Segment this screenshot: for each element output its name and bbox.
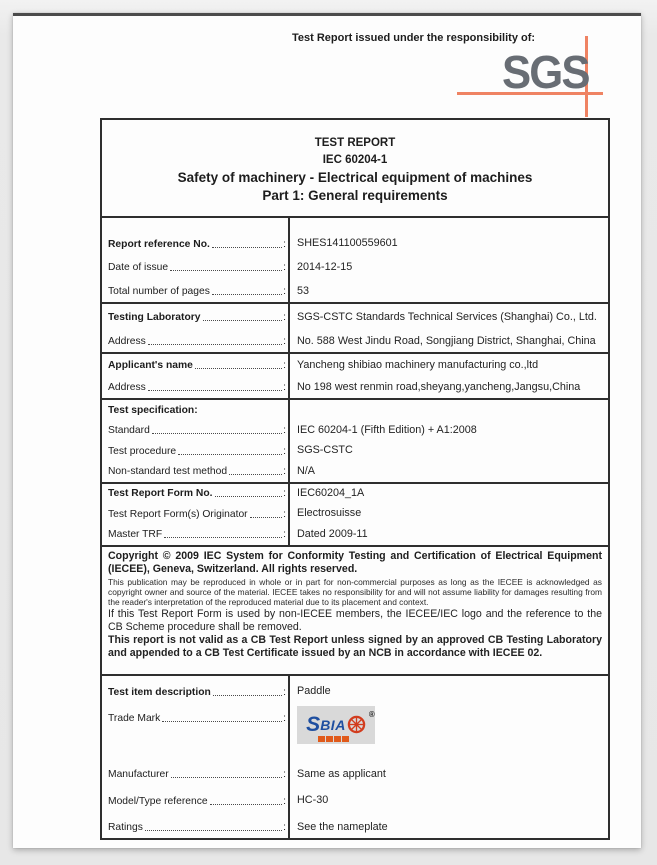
field-row-standard	[102, 421, 608, 442]
field-label-inner	[102, 328, 288, 352]
field-label-cell	[102, 421, 288, 442]
spacer-value-cell	[288, 218, 608, 231]
field-value: IEC60204_1A	[297, 486, 365, 499]
field-value-cell	[288, 441, 608, 462]
field-label: Test Report Form No.	[108, 488, 213, 500]
field-label: Total number of pages	[108, 286, 210, 298]
field-value-cell	[288, 376, 608, 398]
field-label-cell	[102, 231, 288, 255]
field-label-cell	[102, 812, 288, 839]
field-row-total-number-of-pages	[102, 278, 608, 302]
trademark-subtext	[318, 736, 349, 742]
field-label-inner	[102, 421, 288, 442]
leader-dots	[170, 270, 282, 271]
field-label: Testing Laboratory	[108, 312, 201, 323]
field-label: Standard	[108, 425, 150, 436]
field-row-address	[102, 376, 608, 398]
leader-dots	[229, 474, 282, 475]
leader-colon: :	[283, 445, 286, 457]
leader-colon: :	[283, 822, 286, 833]
copyright-note: If this Test Report Form is used by non-IECEE members, the IECEE/IEC logo and the reference to the CB Scheme procedure shall be removed.	[108, 608, 602, 633]
header-note: Test Report issued under the responsibility of:	[292, 32, 536, 44]
field-value-cell	[288, 504, 608, 524]
title-line-3: Safety of machinery - Electrical equipment of machines	[177, 170, 533, 185]
title-line-2: IEC 60204-1	[322, 154, 388, 166]
field-row-test-item-description	[102, 676, 608, 703]
field-value: SGS-CSTC Standards Technical Services (Shanghai) Co., Ltd.	[297, 310, 597, 323]
leader-dots	[213, 695, 282, 696]
field-label: Address	[108, 382, 146, 393]
field-label-inner	[102, 462, 288, 483]
leader-colon: :	[283, 382, 286, 393]
section-testing-laboratory	[102, 302, 608, 352]
field-label: Master TRF	[108, 528, 163, 540]
field-label-cell	[102, 376, 288, 398]
leader-colon: :	[283, 712, 286, 724]
field-label-inner	[102, 812, 288, 839]
field-label-inner	[102, 304, 288, 328]
field-value-cell	[288, 400, 608, 421]
title-line-1: TEST REPORT	[314, 137, 396, 149]
field-label: Model/Type reference	[108, 795, 208, 807]
leader-colon: :	[283, 488, 286, 500]
leader-colon: :	[283, 769, 286, 780]
field-value: See the nameplate	[297, 820, 388, 833]
field-value-cell	[288, 462, 608, 483]
field-label: Trade Mark	[108, 712, 161, 724]
field-label-cell	[102, 462, 288, 483]
field-value-cell	[288, 812, 608, 839]
field-value: SHES141100559601	[297, 237, 398, 250]
copyright-bold-intro: Copyright © 2009 IEC System for Conformity Testing and Certification of Electrical Equipment (IECEE), Geneva, Switzerland. All rights reserved.	[108, 550, 602, 575]
field-label-cell	[102, 255, 288, 279]
report-table	[100, 118, 610, 840]
field-label-cell	[102, 304, 288, 328]
field-value: Yancheng shibiao machinery manufacturing co.,ltd	[297, 358, 539, 371]
trademark-subtext-block	[326, 736, 333, 742]
field-value: No 198 west renmin road,sheyang,yancheng,Jangsu,China	[297, 380, 581, 393]
field-label-inner	[102, 400, 288, 421]
field-label-inner	[102, 255, 288, 279]
field-value-cell	[288, 525, 608, 545]
leader-colon: :	[283, 508, 286, 520]
field-label: Manufacturer	[108, 769, 169, 780]
section-applicant	[102, 352, 608, 398]
leader-colon: :	[283, 686, 286, 698]
field-row-test-specification	[102, 400, 608, 421]
leader-colon: :	[283, 336, 286, 347]
leader-dots	[162, 721, 282, 722]
field-label-inner	[102, 504, 288, 524]
trademark-brand-rest: BIA	[320, 716, 346, 733]
field-value-cell	[288, 676, 608, 703]
wheel-icon	[347, 715, 366, 734]
section-test-specification	[102, 398, 608, 482]
field-value-cell	[288, 421, 608, 442]
field-label: Test procedure	[108, 445, 177, 457]
leader-colon: :	[283, 286, 286, 298]
field-label-cell	[102, 676, 288, 703]
field-value: 53	[297, 284, 310, 297]
field-label: Non-standard test method	[108, 466, 228, 477]
field-label-cell	[102, 759, 288, 786]
field-label: Ratings	[108, 822, 143, 833]
leader-dots	[203, 320, 283, 321]
field-row-test-report-form-s-originator	[102, 504, 608, 524]
field-label-inner	[102, 278, 288, 302]
field-label-cell	[102, 441, 288, 462]
field-label-cell	[102, 484, 288, 504]
field-value: IEC 60204-1 (Fifth Edition) + A1:2008	[297, 423, 477, 436]
sgs-logo-text: SGS	[502, 46, 589, 98]
field-row-report-reference-no	[102, 231, 608, 255]
field-value-cell	[288, 328, 608, 352]
trademark-subtext-block	[342, 736, 349, 742]
field-row-test-report-form-no	[102, 484, 608, 504]
field-label: Test specification:	[108, 404, 198, 416]
field-label-inner	[102, 785, 288, 812]
leader-colon: :	[283, 262, 286, 274]
field-label: Report reference No.	[108, 238, 210, 250]
leader-colon: :	[283, 360, 286, 371]
field-value-cell	[288, 255, 608, 279]
leader-colon: :	[283, 528, 286, 540]
field-label-cell	[102, 400, 288, 421]
field-value-cell	[288, 278, 608, 302]
section-report-info	[102, 216, 608, 302]
leader-dots	[250, 517, 283, 518]
field-value: Electrosuisse	[297, 507, 362, 520]
leader-colon: :	[283, 795, 286, 807]
leader-dots	[210, 804, 283, 805]
report-page	[13, 13, 641, 848]
copyright-block	[102, 545, 608, 674]
field-label-inner	[102, 525, 288, 545]
field-label-cell	[102, 525, 288, 545]
section-items	[102, 674, 608, 838]
leader-dots	[152, 433, 282, 434]
trademark-brand-initial: S	[306, 713, 321, 736]
field-value-cell	[288, 304, 608, 328]
field-label-inner	[102, 703, 288, 729]
field-value-cell	[288, 759, 608, 786]
leader-dots	[195, 368, 282, 369]
leader-colon: :	[283, 238, 286, 250]
section-trf	[102, 482, 608, 545]
leader-dots	[164, 537, 282, 538]
field-row-testing-laboratory	[102, 304, 608, 328]
leader-dots	[212, 247, 282, 248]
field-value: SGS-CSTC	[297, 444, 353, 457]
field-value: 2014-12-15	[297, 260, 353, 273]
field-label: Address	[108, 336, 146, 347]
field-value-cell	[288, 703, 608, 759]
field-value: N/A	[297, 464, 315, 477]
field-label-inner	[102, 376, 288, 398]
registered-mark-icon: ®	[368, 710, 375, 719]
field-row-master-trf	[102, 525, 608, 545]
trademark-subtext-block	[334, 736, 341, 742]
field-label: Applicant's name	[108, 360, 193, 371]
leader-dots	[215, 496, 283, 497]
field-value-cell	[288, 785, 608, 812]
leader-dots	[212, 294, 282, 295]
field-row-test-procedure	[102, 441, 608, 462]
field-row-manufacturer	[102, 759, 608, 786]
field-label: Test item description	[108, 686, 211, 698]
spacer-row	[102, 218, 608, 231]
leader-dots	[145, 830, 282, 831]
field-row-trade-mark	[102, 703, 608, 759]
copyright-bold-note: This report is not valid as a CB Test Report unless signed by an approved CB Testing Laboratory and appended to a CB Test Certificate issued by an NCB in accordance with IECEE 02.	[108, 634, 602, 659]
field-value: Dated 2009-11	[297, 527, 368, 540]
field-row-model-type-reference	[102, 785, 608, 812]
leader-dots	[178, 454, 282, 455]
field-value-cell	[288, 484, 608, 504]
field-label-inner	[102, 231, 288, 255]
title-block	[102, 120, 608, 216]
leader-colon: :	[283, 466, 286, 477]
field-label-cell	[102, 504, 288, 524]
trademark-subtext-block	[318, 736, 325, 742]
field-label-cell	[102, 278, 288, 302]
field-row-address	[102, 328, 608, 352]
field-label: Date of issue	[108, 262, 169, 274]
field-row-non-standard-test-method	[102, 462, 608, 483]
sgs-logo	[13, 13, 641, 133]
field-value: HC-30	[297, 794, 329, 807]
leader-dots	[171, 777, 282, 778]
title-line-4: Part 1: General requirements	[262, 188, 448, 203]
field-value: No. 588 West Jindu Road, Songjiang District, Shanghai, China	[297, 334, 596, 347]
leader-dots	[148, 344, 282, 345]
field-label-cell	[102, 328, 288, 352]
spacer-label-cell	[102, 218, 288, 231]
field-label: Test Report Form(s) Originator	[108, 508, 248, 520]
field-label-inner	[102, 759, 288, 786]
leader-colon: :	[283, 312, 286, 323]
field-label-cell	[102, 703, 288, 759]
field-row-ratings	[102, 812, 608, 839]
field-value: Same as applicant	[297, 767, 386, 780]
field-label-cell	[102, 785, 288, 812]
trademark-brand	[306, 710, 375, 736]
field-label-inner	[102, 354, 288, 376]
field-value: Paddle	[297, 685, 331, 698]
field-label-cell	[102, 354, 288, 376]
leader-colon: :	[283, 425, 286, 436]
field-label-inner	[102, 484, 288, 504]
field-label-inner	[102, 441, 288, 462]
leader-dots	[148, 390, 282, 391]
field-label-inner	[102, 676, 288, 703]
field-row-applicant-s-name	[102, 354, 608, 376]
field-row-date-of-issue	[102, 255, 608, 279]
copyright-fine-print: This publication may be reproduced in whole or in part for non-commercial purposes as long as the IECEE is acknowledged as copyright owner and source of the material. IECEE takes no responsibility for and will not assume liability for damages resulting from the reader's interpretation of the reproduced material due to its placement and context.	[108, 577, 602, 607]
field-value-cell	[288, 354, 608, 376]
trademark-logo	[297, 706, 375, 744]
field-value-cell	[288, 231, 608, 255]
